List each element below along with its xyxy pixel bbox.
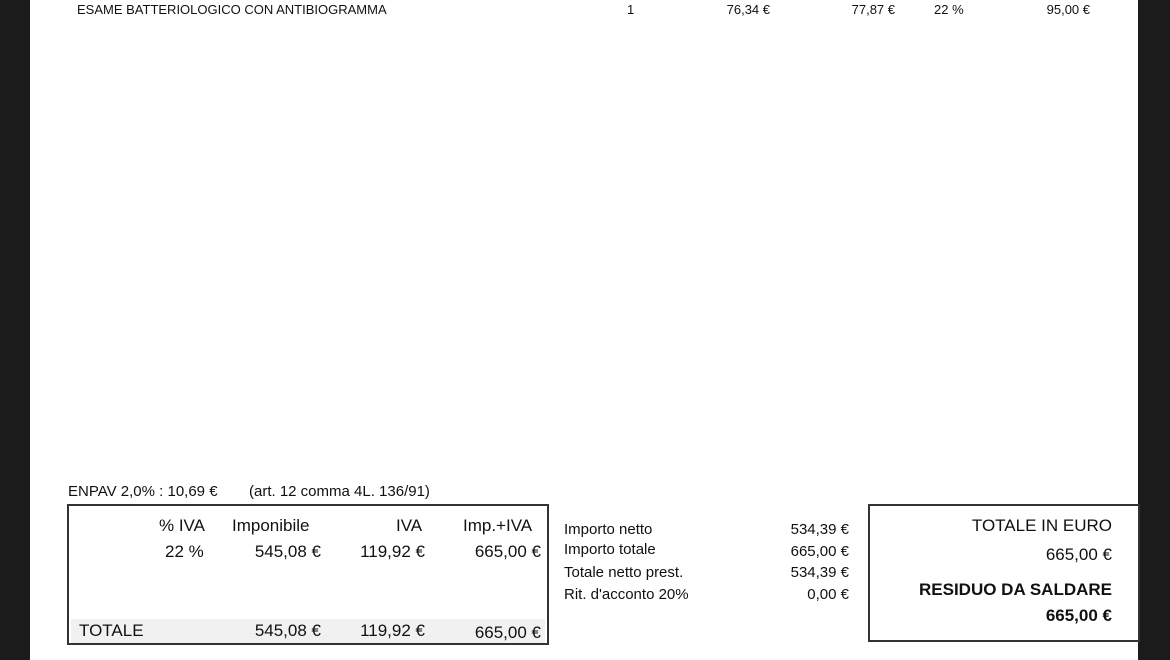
iva-table (67, 504, 549, 645)
summary-value-total: 665,00 € (790, 543, 849, 560)
item-unit-price: 76,34 € (726, 2, 770, 17)
iva-totals-label: TOTALE (79, 621, 144, 640)
iva-row-taxable: 545,08 € (254, 542, 321, 561)
summary-label-net-prest: Totale netto prest. (564, 564, 684, 581)
summary-value-withholding: 0,00 € (807, 586, 849, 603)
iva-header-iva: IVA (396, 516, 423, 535)
item-net: 77,87 € (851, 2, 895, 17)
residual-amount: 665,00 € (1045, 606, 1112, 625)
iva-row-iva: 119,92 € (360, 542, 425, 561)
item-vat: 22 % (934, 2, 964, 17)
iva-totals-iva: 119,92 € (360, 621, 425, 640)
iva-totals-taxable: 545,08 € (254, 621, 321, 640)
iva-row-pct: 22 % (165, 542, 204, 561)
enpav-text: ENPAV 2,0% : 10,69 € (68, 483, 218, 500)
enpav-note: (art. 12 comma 4L. 136/91) (249, 483, 430, 500)
iva-row-imp-iva: 665,00 € (474, 542, 541, 561)
iva-totals-row (71, 619, 545, 643)
iva-header-imp-iva: Imp.+IVA (463, 516, 533, 535)
item-description: ESAME BATTERIOLOGICO CON ANTIBIOGRAMMA (77, 2, 387, 17)
totals-box (868, 504, 1140, 642)
totals-amount: 665,00 € (1045, 545, 1112, 564)
iva-header-pct: % IVA (159, 516, 205, 535)
summary-value-net: 534,39 € (790, 521, 849, 538)
invoice-page (30, 0, 1138, 660)
item-qty: 1 (627, 2, 635, 17)
summary-label-total: Importo totale (564, 541, 656, 558)
item-total: 95,00 € (1046, 2, 1090, 17)
iva-totals-imp-iva: 665,00 € (474, 623, 541, 642)
residual-label: RESIDUO DA SALDARE (919, 580, 1112, 599)
summary-value-net-prest: 534,39 € (790, 564, 849, 581)
summary-label-withholding: Rit. d'acconto 20% (564, 586, 689, 603)
totals-title: TOTALE IN EURO (971, 516, 1112, 535)
iva-header-taxable: Imponibile (232, 516, 310, 535)
summary-label-net: Importo netto (564, 521, 653, 538)
